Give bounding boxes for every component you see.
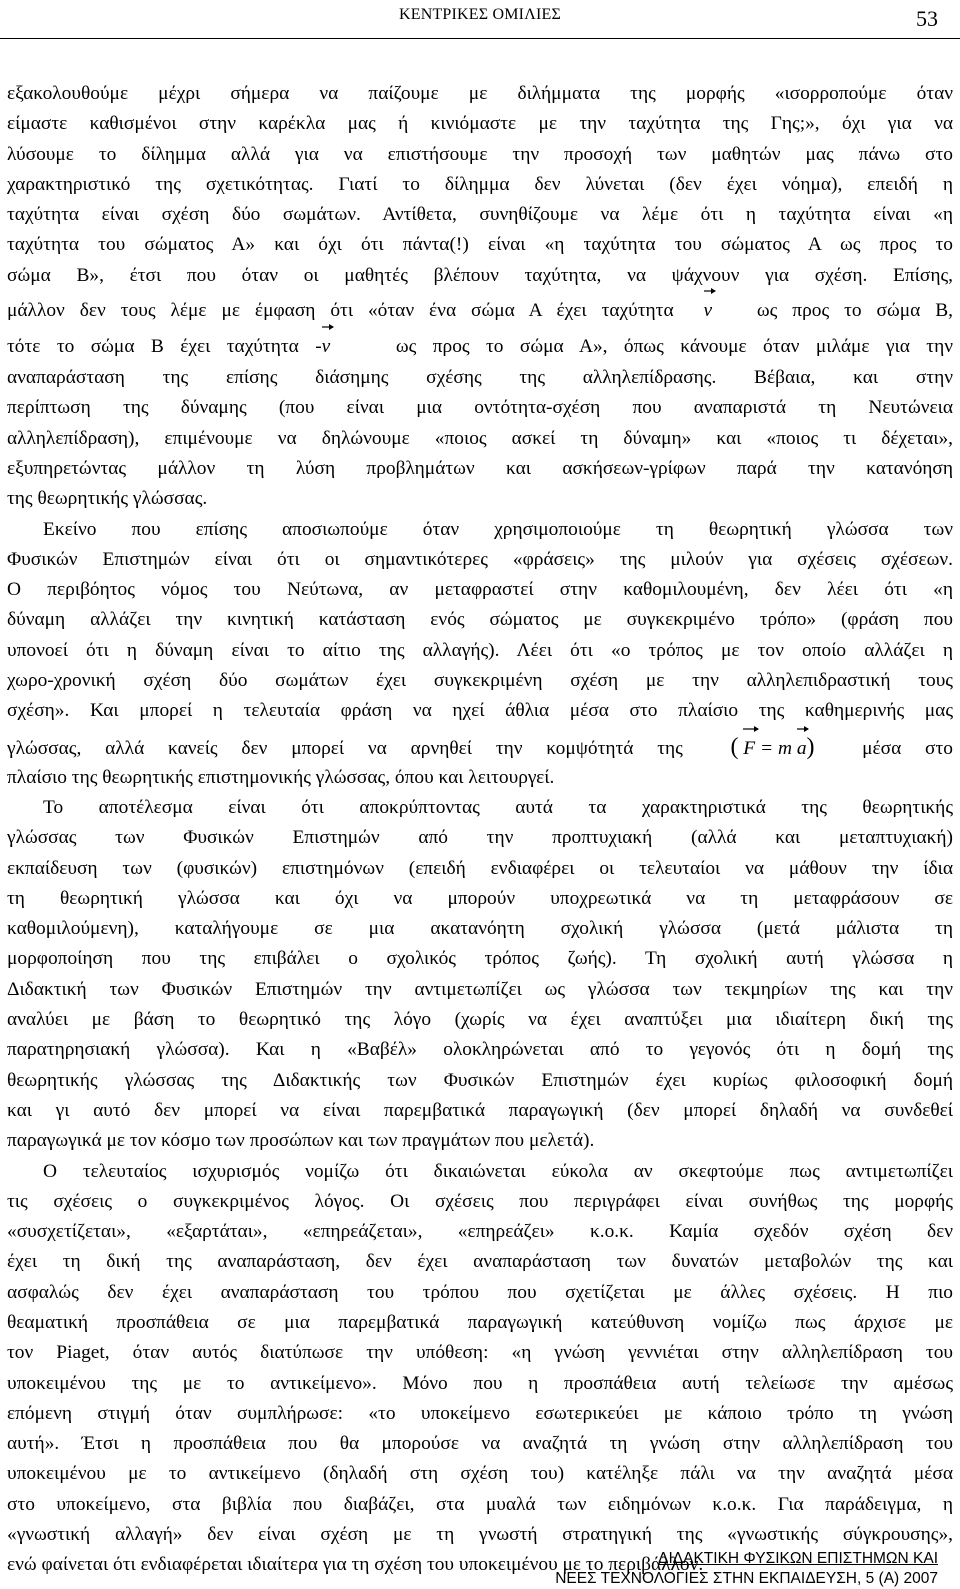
text-line: εξυπηρετώντας μάλλον τη λύση προβλημάτων και ασκήσεων-γρίφων παρά την κατανόηση	[7, 457, 953, 479]
text-line: γλώσσας των Φυσικών Επιστημών από την προπτυχιακή (αλλά και μεταπτυχιακή)	[7, 827, 953, 849]
text-line-with-formula	[7, 727, 953, 763]
text-line: είμαστε καθισμένοι στην καρέκλα μας ή κινιόμαστε με την ταχύτητα της Γης;», όχι για να	[7, 113, 953, 135]
text-line: «συσχετίζεται», «εξαρτάται», «επηρεάζεται», «επηρεάζει» κ.ο.κ. Καμία σχεδόν σχέση δεν	[7, 1221, 953, 1243]
text-line: επόμενη στιγμή όταν συμπλήρωσε: «το υποκείμενο εσωτερικεύει με κάποιο τρόπο τη γνώση	[7, 1402, 953, 1424]
vector-arrow-icon	[704, 287, 713, 293]
text-line: εκπαίδευση των (φυσικών) επιστημόνων (επειδή ενδιαφέρει οι τελευταίοι να μάθουν την ίδια	[7, 857, 953, 879]
text-line: αυτή». Έτσι η προσπάθεια που θα μπορούσε να αναζητά τη γνώση στην αλληλεπίδραση του	[7, 1433, 953, 1455]
text-line: σώμα Β», έτσι που όταν οι μαθητές βλέπουν ταχύτητα, να ψάχνουν για σχέση. Επίσης,	[7, 264, 953, 286]
paragraph-1	[7, 79, 953, 515]
vector-arrow-icon	[322, 323, 331, 329]
footer-journal-issue: ΝΕΕΣ ΤΕΧΝΟΛΟΓΙΕΣ ΣΤΗΝ ΕΚΠΑΙΔΕΥΣΗ, 5 (Α) 2007	[555, 1570, 938, 1587]
page-number: 53	[916, 6, 938, 31]
text-line: ενώ φαίνεται ότι ενδιαφέρεται ιδιαίτερα για τη σχέση του υποκειμένου με το περιβάλλον.	[7, 1554, 704, 1576]
vector-arrow-icon	[743, 725, 755, 731]
vector-a: a	[797, 729, 807, 769]
text-line: τις σχέσεις ο συγκεκριμένος λόγος. Οι σχέσεις που περιγράφει είναι συνήθως της μορφής	[7, 1190, 953, 1212]
text-segment: ως προς το σώμα Α», όπως κάνουμε όταν μιλάμε για την	[395, 336, 954, 358]
text-line-with-vector	[7, 327, 953, 363]
text-segment: ως προς το σώμα Β,	[756, 300, 953, 322]
text-line: λύσουμε το δίλημμα αλλά για να επιστήσουμε την προσοχή των μαθητών μας πάνω στο	[7, 143, 953, 165]
text-line: στο υποκείμενο, στα βιβλία που διαβάζει, στα μυαλά των ειδημόνων κ.ο.κ. Για παράδειγμα, η	[7, 1493, 953, 1515]
text-line: Εκείνο που επίσης αποσιωπούμε όταν χρησιμοποιούμε τη θεωρητική γλώσσα των	[43, 518, 953, 540]
text-line: και γι αυτό δεν μπορεί να είναι παρεμβατικά παραγωγική (δεν μπορεί δηλαδή να συνδεθεί	[7, 1099, 953, 1121]
text-line: μορφοποίηση που της επιβάλει ο σχολικός τρόπος ζωής). Τη σχολική αυτή γλώσσα η	[7, 948, 953, 970]
text-segment: τότε το σώμα Β έχει ταχύτητα -	[7, 336, 322, 358]
text-line: παρατηρησιακή γλώσσα). Και η «Βαβέλ» ολοκληρώνεται από το γεγονός ότι η δομή της	[7, 1039, 953, 1061]
text-line: χαρακτηριστικό της σχετικότητας. Γιατί το δίλημμα δεν λύνεται (δεν έχει νόημα), επειδή η	[7, 173, 953, 195]
text-line: παραγωγικά με τον κόσμο των προσώπων και των πραγμάτων που μελετά).	[7, 1130, 595, 1152]
paragraph-4	[7, 1157, 953, 1581]
text-line: πλαίσιο της θεωρητικής επιστημονικής γλώσσας, όπου και λειτουργεί.	[7, 766, 555, 788]
paragraph-2	[7, 515, 953, 793]
text-line: Το αποτέλεσμα είναι ότι αποκρύπτοντας αυτά τα χαρακτηριστικά της θεωρητικής	[43, 796, 953, 818]
text-line: τη θεωρητική γλώσσα και όχι να μπορούν υποχρεωτικά να τη μεταφράσουν σε	[7, 887, 953, 909]
header-rule	[0, 38, 960, 39]
text-segment: μάλλον δεν τους λέμε με έμφαση ότι «όταν ένα σώμα Α έχει ταχύτητα	[7, 300, 674, 322]
text-line-with-vector	[7, 291, 953, 327]
text-line: αλληλεπίδραση), επιμένουμε να δηλώνουμε «ποιος ασκεί τη δύναμη» και «ποιος τι δέχεται»,	[7, 427, 953, 449]
newton-formula: ( F = m a)	[730, 727, 814, 769]
text-line: εξακολουθούμε μέχρι σήμερα να παίζουμε με διλήμματα της μορφής «ισορροπούμε όταν	[7, 83, 953, 104]
text-line: Ο περιβόητος νόμος του Νεύτωνα, αν μεταφραστεί στην καθομιλουμένη, δεν λέει ότι «η	[7, 579, 953, 601]
text-line: τον Piaget, όταν αυτός διατύπωσε την υπόθεση: «η γνώση γεννιέται στην αλληλεπίδραση του	[7, 1342, 953, 1364]
text-line: σχέση». Και μπορεί η τελευταία φράση να ηχεί άθλια μέσα στο πλαίσιο της καθημερινής μας	[7, 700, 953, 722]
vector-arrow-icon	[797, 725, 807, 731]
text-line: ασφαλώς δεν έχει αναπαράσταση του τρόπου που σχετίζεται με άλλες σχέσεις. Η πιο	[7, 1281, 953, 1303]
text-line: ταχύτητα του σώματος Α» και όχι ότι πάντα(!) είναι «η ταχύτητα του σώματος Α ως προς το	[7, 234, 953, 256]
text-line: υποκειμένου με το αντικείμενο (δηλαδή στη σχέση του) κατέληξε πάλι να την αναζητά μέσα	[7, 1463, 953, 1485]
text-line: υπονοεί ότι η δύναμη είναι το αίτιο της αλλαγής). Λέει ότι «ο τρόπος με τον οποίο αλλάζει η	[7, 639, 953, 661]
text-line: αναλύει με βάση το θεωρητικό της λόγο (χωρίς να έχει αναπτύξει μια ιδιαίτερη δική της	[7, 1009, 953, 1031]
text-segment: γλώσσας, αλλά κανείς δεν μπορεί να αρνηθεί την κομψότητά της	[7, 737, 683, 759]
vector-v: v	[322, 327, 331, 367]
body-text	[7, 79, 953, 1581]
text-line: αναπαράσταση της επίσης διάσημης σχέσης της αλληλεπίδρασης. Βέβαια, και στην	[7, 367, 953, 389]
formula-equals: = m	[760, 737, 792, 759]
text-segment: μέσα στο	[862, 737, 953, 759]
text-line: χωρο-χρονική σχέση δύο σωμάτων έχει συγκεκριμένη σχέση με την αλληλεπιδραστική τους	[7, 670, 953, 692]
text-line: της θεωρητικής γλώσσας.	[7, 488, 208, 510]
running-header	[0, 6, 960, 31]
text-line: ταχύτητα είναι σχέση δύο σωμάτων. Αντίθετα, συνηθίζουμε να λέμε ότι η ταχύτητα είναι «η	[7, 204, 953, 226]
text-line: θεωρητικής γλώσσας της Διδακτικής των Φυσικών Επιστημών έχει κυρίως φιλοσοφική δομή	[7, 1069, 953, 1091]
text-line: «γνωστική αλλαγή» δεν είναι σχέση με τη γνωστή στρατηγική της «γνωστικής σύγκρουσης»,	[7, 1524, 953, 1546]
text-line: Φυσικών Επιστημών είναι ότι οι σημαντικότερες «φράσεις» της μιλούν για σχέσεις σχέσεων.	[7, 548, 953, 570]
text-line: θεαματική προσπάθεια σε μια παρεμβατικά παραγωγική κατεύθυνση νομίζω πως άρχισε με	[7, 1311, 953, 1333]
text-line: Διδακτική των Φυσικών Επιστημών την αντιμετωπίζει ως γλώσσα των τεκμηρίων της και την	[7, 978, 953, 1000]
footer-journal-title: ΔΙΔΑΚΤΙΚΗ ΦΥΣΙΚΩΝ ΕΠΙΣΤΗΜΩΝ ΚΑΙ	[658, 1550, 938, 1567]
text-line: περίπτωση της δύναμης (που είναι μια οντότητα-σχέση που αναπαριστά τη Νευτώνεια	[7, 397, 953, 419]
text-line: δύναμη αλλάζει την κινητική κατάσταση ενός σώματος με συγκεκριμένο τρόπο» (φράση που	[7, 609, 953, 631]
running-footer	[555, 1549, 938, 1589]
text-line: Ο τελευταίος ισχυρισμός νομίζω ότι δικαιώνεται εύκολα αν σκεφτούμε πως αντιμετωπίζει	[43, 1160, 953, 1182]
header-title: ΚΕΝΤΡΙΚΕΣ ΟΜΙΛΙΕΣ	[398, 6, 562, 23]
text-line: έχει τη δική της αναπαράσταση, δεν έχει αναπαράσταση των δυνατών μεταβολών της και	[7, 1251, 953, 1273]
text-line: υποκειμένου της με το αντικείμενο». Μόνο που η προσπάθεια αυτή τελείωσε την αμέσως	[7, 1372, 953, 1394]
paragraph-3	[7, 793, 953, 1157]
vector-v: v	[704, 291, 713, 331]
text-line: καθομιλούμενη), καταλήγουμε σε μια ακατανόητη σχολική γλώσσα (μετά μάλιστα τη	[7, 918, 953, 940]
vector-F: F	[743, 729, 755, 769]
